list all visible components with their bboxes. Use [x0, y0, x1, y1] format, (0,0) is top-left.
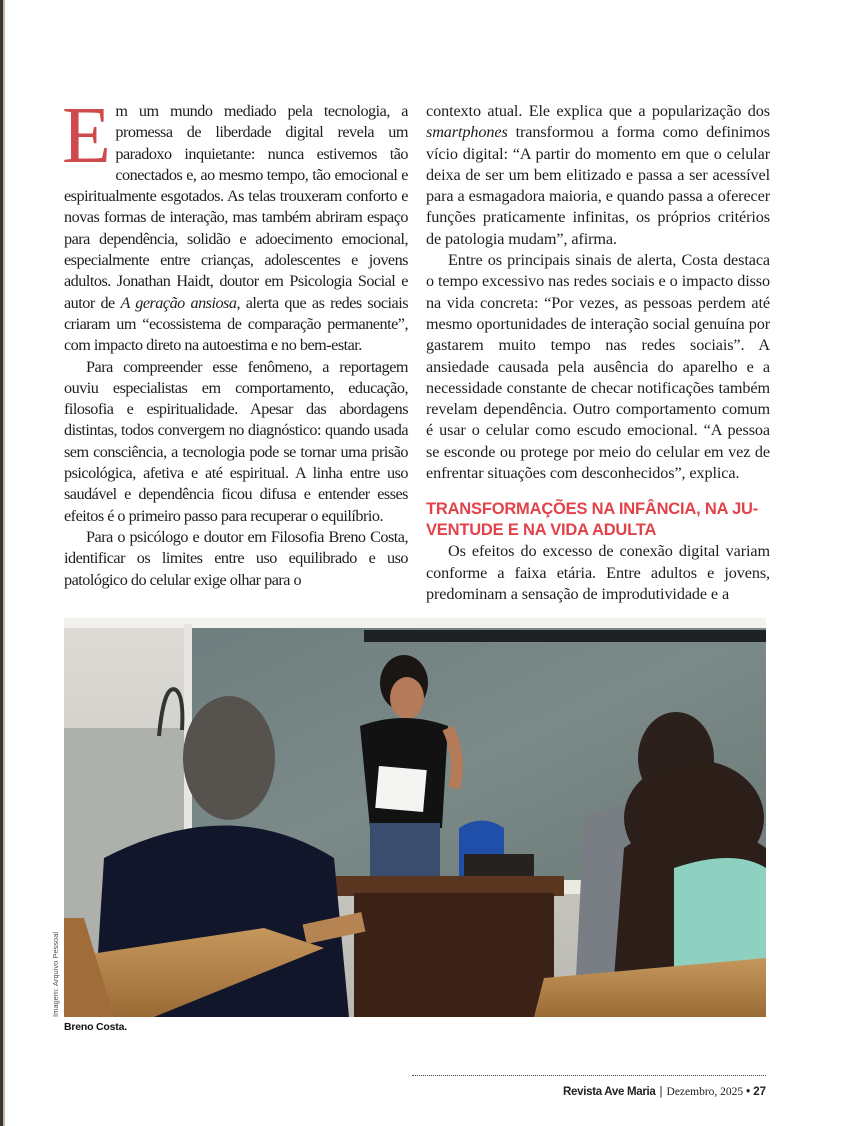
- article-paragraph: [62, 92, 408, 357]
- article-paragraph: Entre os principais sinais de alerta, Costa destaca o tempo excessivo nas redes sociais e o impacto disso na vida concreta: “Por vezes, as pessoas perdem até mesmo oportunidades de interação social genuína por gastarem muito tempo nas redes sociais”. A ansiedade causada pela ausência do aparelho e a necessidade constante de checar notificações também revelam dependência. Outro comportamento comum é usar o celular como escudo emocional. “A pessoa se esconde ou protege por meio do celular em vez de enfrentar situações com desconhecidos”, explica.: [426, 251, 770, 483]
- paragraph-text: m um mundo mediado pela tecnologia, a promessa de liberdade digital revela um paradoxo inquietante: nunca estivemos tão conectados e, ao mesmo tempo, tão emocional e espiritualmente esgotados. As telas trouxeram conforto e novas formas de interação, mas também abriram espaço para dependência, solidão e adoecimento emocional, especialmente entre crianças, adolescentes e jovens adultos. Jonathan Haidt, doutor em Psicologia Social e autor de: [64, 102, 408, 312]
- book-title: A geração ansiosa: [120, 293, 237, 312]
- footer-divider: [412, 1075, 766, 1076]
- article-paragraph: [426, 101, 770, 250]
- photo-caption: Breno Costa.: [64, 1021, 127, 1033]
- section-heading: TRANSFORMAÇÕES NA INFÂNCIA, NA JUVENTUDE E NA VIDA ADULTA: [426, 500, 759, 540]
- classroom-photo: [64, 618, 766, 1017]
- paper-sheet: [375, 766, 426, 812]
- italic-term: smartphones: [426, 123, 508, 142]
- footer-separator: |: [659, 1086, 663, 1098]
- paragraph-text: contexto atual. Ele explica que a popularização dos: [426, 102, 770, 120]
- issue-date: Dezembro, 2025: [666, 1086, 744, 1098]
- paragraph-text: transformou a forma como definimos vício digital: “A partir do momento em que o celular deixa de ser um bem elitizado e passa a ser acessível para a esmagadora maioria, e quando passa a oferecer funções praticamente infinitas, os próprios critérios de patologia mudam”, afirma.: [426, 123, 770, 248]
- dropcap: E: [62, 92, 111, 180]
- article-paragraph: Para compreender esse fenômeno, a reportagem ouviu especialistas em comportamento, educação, filosofia e espiritualidade. Apesar das abordagens distintas, todos convergem no diagnóstico: quando usada sem consciência, a tecnologia pode se tornar uma prisão psicológica, afetiva e até espiritual. A linha entre uso saudável e dependência ficou difusa e entender esses efeitos é o primeiro passo para recuperar o equilíbrio.: [64, 357, 408, 525]
- photo-illustration: [64, 618, 766, 1017]
- bullet-icon: •: [746, 1086, 751, 1098]
- article-paragraph: Os efeitos do excesso de conexão digital variam conforme a faixa etária. Entre adultos e jovens, predominam a sensação de improdutividade e a: [426, 542, 770, 603]
- article-column-left: [62, 92, 408, 591]
- paragraph-text: , alerta que as redes sociais criaram um “ecossistema de comparação permanente”, com impacto direto na autoestima e no bem-estar.: [64, 293, 408, 355]
- magazine-name: Revista Ave Maria: [563, 1086, 656, 1098]
- listener-head: [183, 696, 275, 820]
- photo-credit: Imagem: Arquivo Pessoal: [51, 931, 60, 1017]
- article-column-right: [426, 101, 770, 605]
- article-paragraph: Para o psicólogo e doutor em Filosofia Breno Costa, identificar os limites entre uso equilibrado e uso patológico do celular exige olhar para o: [64, 527, 408, 589]
- page-footer: [563, 1086, 766, 1098]
- page-number: 27: [753, 1086, 766, 1098]
- page-edge-shadow: [3, 0, 5, 1126]
